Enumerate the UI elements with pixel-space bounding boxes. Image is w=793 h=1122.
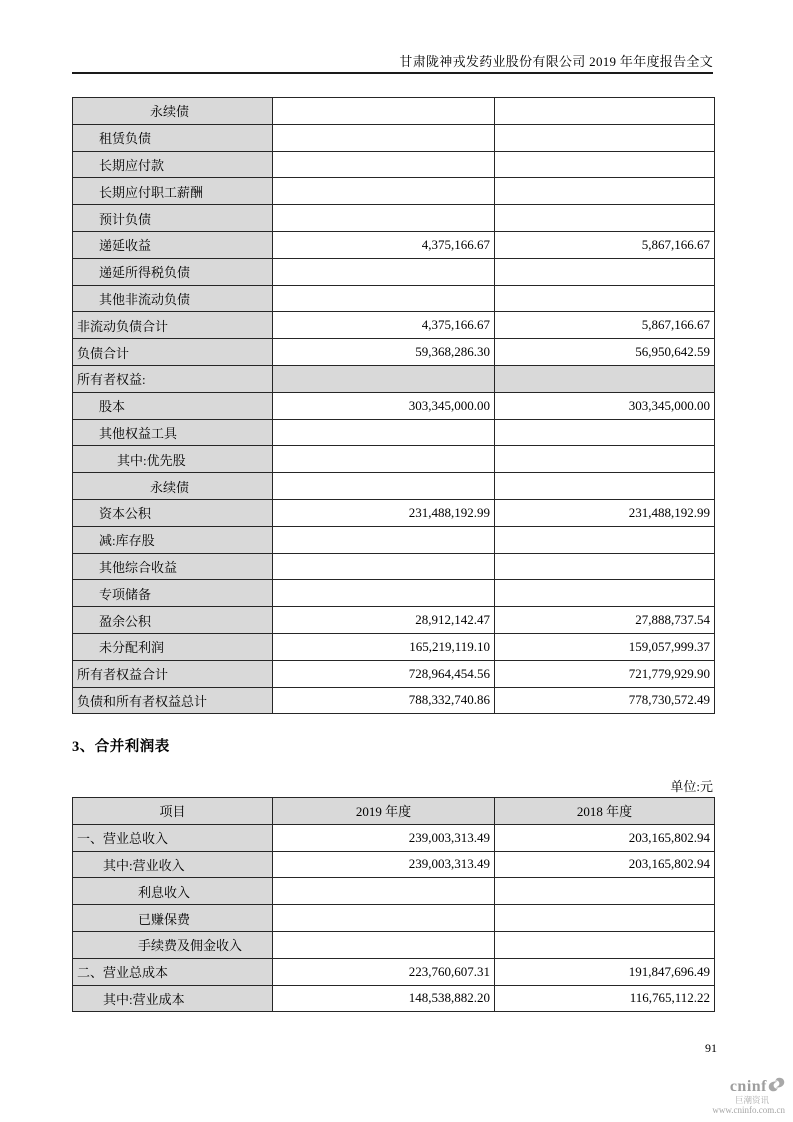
value-2019 [273, 258, 495, 285]
row-label: 资本公积 [73, 499, 273, 526]
table-row [73, 580, 715, 607]
table-row [73, 285, 715, 312]
value-2019: 59,368,286.30 [273, 339, 495, 366]
table-row [73, 931, 715, 958]
table-row [73, 392, 715, 419]
value-2019: 165,219,119.10 [273, 633, 495, 660]
page-number: 91 [705, 1041, 717, 1055]
value-2018 [495, 878, 715, 905]
page-header-title: 甘肃陇神戎发药业股份有限公司 2019 年年度报告全文 [399, 54, 713, 69]
value-2018: 231,488,192.99 [495, 499, 715, 526]
row-label: 未分配利润 [73, 633, 273, 660]
table-row [73, 607, 715, 634]
value-2019 [273, 178, 495, 205]
value-2019: 239,003,313.49 [273, 824, 495, 851]
value-2019: 148,538,882.20 [273, 985, 495, 1012]
value-2019 [273, 553, 495, 580]
row-label: 已赚保费 [73, 905, 273, 932]
row-label: 递延所得税负债 [73, 258, 273, 285]
row-label: 长期应付款 [73, 151, 273, 178]
section-title: 3、合并利润表 [72, 739, 170, 755]
table-row [73, 985, 715, 1012]
table-row [73, 499, 715, 526]
value-2019 [273, 151, 495, 178]
table-row [73, 151, 715, 178]
table-row [73, 312, 715, 339]
value-2019 [273, 285, 495, 312]
value-2019: 303,345,000.00 [273, 392, 495, 419]
table-row [73, 878, 715, 905]
table-row [73, 339, 715, 366]
table-row [73, 905, 715, 932]
value-2018 [495, 285, 715, 312]
income-table-body [73, 824, 715, 1012]
value-2019 [273, 473, 495, 500]
table-row [73, 419, 715, 446]
row-label: 预计负债 [73, 205, 273, 232]
row-label: 永续债 [73, 473, 273, 500]
income-statement-table [72, 797, 715, 1012]
table-row [73, 526, 715, 553]
value-2018: 203,165,802.94 [495, 824, 715, 851]
column-header-year: 2019 年度 [273, 798, 495, 825]
row-label: 股本 [73, 392, 273, 419]
value-2018: 159,057,999.37 [495, 633, 715, 660]
table-row [73, 633, 715, 660]
row-label: 长期应付职工薪酬 [73, 178, 273, 205]
value-2019 [273, 124, 495, 151]
value-2018 [495, 905, 715, 932]
value-2018: 721,779,929.90 [495, 660, 715, 687]
value-2019: 4,375,166.67 [273, 231, 495, 258]
value-2018 [495, 446, 715, 473]
value-2018 [495, 178, 715, 205]
value-2018 [495, 98, 715, 125]
row-label: 手续费及佣金收入 [73, 931, 273, 958]
cninfo-watermark [685, 1077, 785, 1115]
table-row [73, 473, 715, 500]
value-2019: 231,488,192.99 [273, 499, 495, 526]
value-2019 [273, 931, 495, 958]
value-2018: 191,847,696.49 [495, 958, 715, 985]
value-2019 [273, 580, 495, 607]
table-row [73, 124, 715, 151]
table-row [73, 98, 715, 125]
cninfo-chinese-name: 巨潮资讯 [734, 1094, 769, 1105]
value-2019: 4,375,166.67 [273, 312, 495, 339]
value-2018 [495, 526, 715, 553]
table-row [73, 824, 715, 851]
row-label: 减:库存股 [73, 526, 273, 553]
column-header-year: 2018 年度 [495, 798, 715, 825]
value-2019 [273, 365, 495, 392]
row-label: 其他权益工具 [73, 419, 273, 446]
value-2018 [495, 580, 715, 607]
row-label: 其中:营业收入 [73, 851, 273, 878]
row-label: 所有者权益合计 [73, 660, 273, 687]
row-label: 所有者权益: [73, 365, 273, 392]
value-2019 [273, 205, 495, 232]
cninfo-brand-line [685, 1077, 785, 1097]
table-row [73, 687, 715, 714]
balance-sheet-body [73, 98, 715, 714]
value-2018 [495, 473, 715, 500]
row-label: 负债和所有者权益总计 [73, 687, 273, 714]
value-2019: 239,003,313.49 [273, 851, 495, 878]
value-2019 [273, 526, 495, 553]
cninfo-url: www.cninfo.com.cn [712, 1104, 785, 1115]
row-label: 非流动负债合计 [73, 312, 273, 339]
row-label: 负债合计 [73, 339, 273, 366]
unit-label: 单位:元 [670, 779, 713, 794]
value-2018: 116,765,112.22 [495, 985, 715, 1012]
row-label: 租赁负债 [73, 124, 273, 151]
value-2018 [495, 419, 715, 446]
value-2018: 203,165,802.94 [495, 851, 715, 878]
table-row [73, 258, 715, 285]
value-2019: 28,912,142.47 [273, 607, 495, 634]
income-table-head [73, 798, 715, 825]
value-2019 [273, 98, 495, 125]
table-row [73, 205, 715, 232]
value-2019: 788,332,740.86 [273, 687, 495, 714]
table-row [73, 553, 715, 580]
table-row [73, 446, 715, 473]
row-label: 递延收益 [73, 231, 273, 258]
value-2019: 728,964,454.56 [273, 660, 495, 687]
row-label: 其他非流动负债 [73, 285, 273, 312]
header-row [73, 798, 715, 825]
value-2018: 56,950,642.59 [495, 339, 715, 366]
value-2018: 5,867,166.67 [495, 312, 715, 339]
header-rule [72, 72, 713, 74]
cninfo-brand-text: cninf [729, 1077, 767, 1095]
table-row [73, 178, 715, 205]
table-row [73, 660, 715, 687]
row-label: 其他综合收益 [73, 553, 273, 580]
balance-sheet-table [72, 97, 715, 714]
value-2018 [495, 205, 715, 232]
row-label: 二、营业总成本 [73, 958, 273, 985]
row-label: 盈余公积 [73, 607, 273, 634]
value-2018: 303,345,000.00 [495, 392, 715, 419]
value-2018: 5,867,166.67 [495, 231, 715, 258]
value-2018 [495, 258, 715, 285]
value-2019: 223,760,607.31 [273, 958, 495, 985]
cninfo-swirl-icon [768, 1077, 785, 1097]
row-label: 利息收入 [73, 878, 273, 905]
table-row [73, 851, 715, 878]
row-label: 一、营业总收入 [73, 824, 273, 851]
value-2018: 27,888,737.54 [495, 607, 715, 634]
value-2019 [273, 878, 495, 905]
table-row [73, 365, 715, 392]
column-header-item: 项目 [73, 798, 273, 825]
value-2018 [495, 365, 715, 392]
row-label: 永续债 [73, 98, 273, 125]
value-2018 [495, 553, 715, 580]
row-label: 专项储备 [73, 580, 273, 607]
value-2018 [495, 151, 715, 178]
value-2018 [495, 124, 715, 151]
value-2018: 778,730,572.49 [495, 687, 715, 714]
table-row [73, 231, 715, 258]
value-2019 [273, 419, 495, 446]
row-label: 其中:优先股 [73, 446, 273, 473]
value-2019 [273, 905, 495, 932]
value-2018 [495, 931, 715, 958]
value-2019 [273, 446, 495, 473]
table-row [73, 958, 715, 985]
row-label: 其中:营业成本 [73, 985, 273, 1012]
